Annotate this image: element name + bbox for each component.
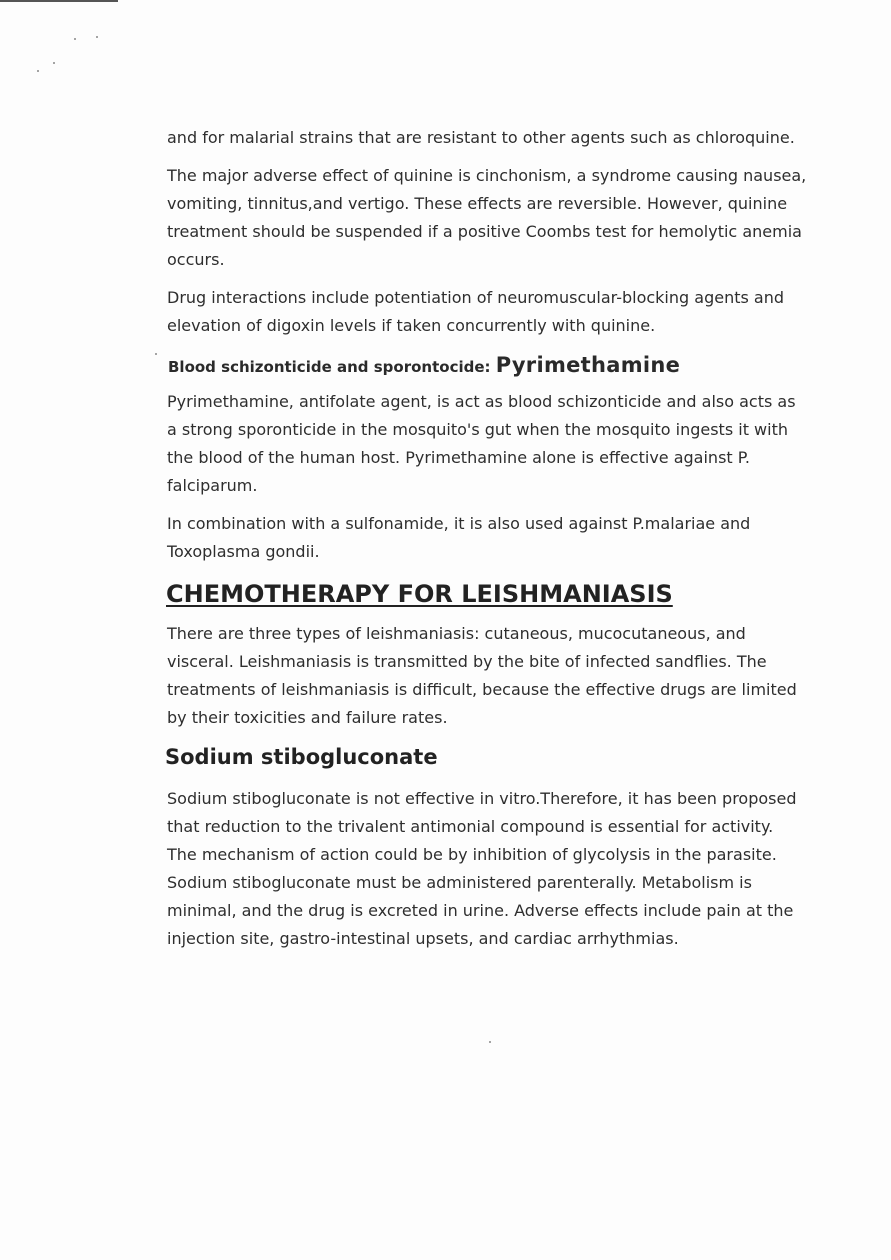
scan-speck xyxy=(37,70,39,72)
scan-speck xyxy=(74,38,76,40)
paragraph-quinine-adverse: The major adverse effect of quinine is cinchonism, a syndrome causing nausea, vomiting, tinnitus,and vertigo. These effects are reversible. However, quinine treatment should be suspended if a positive Coombs test for hemolytic anemia occurs. xyxy=(167,166,807,269)
paragraph-drug-interactions: Drug interactions include potentiation of neuromuscular-blocking agents and elevation of digoxin levels if taken concurrently with quinine. xyxy=(167,288,784,335)
paragraph-pyrimethamine: Pyrimethamine, antifolate agent, is act as blood schizonticide and also acts as a strong sporonticide in the mosquito's gut when the mosquito ingests it with the blood of the human host. Pyrimethamine alone is effective against P. falciparum. xyxy=(167,392,796,495)
paragraph-sulfonamide: In combination with a sulfonamide, it is also used against P.malariae and Toxoplasma gondii. xyxy=(167,514,751,561)
paragraph-quinine-resistance: and for malarial strains that are resistant to other agents such as chloroquine. xyxy=(167,128,795,147)
scan-speck xyxy=(155,353,157,355)
section-title-leishmaniasis: CHEMOTHERAPY FOR LEISHMANIASIS xyxy=(166,580,673,608)
sodium-stibogluconate-heading: Sodium stibogluconate xyxy=(165,745,438,769)
scan-speck xyxy=(96,36,98,38)
paragraph-leishmaniasis-types: There are three types of leishmaniasis: cutaneous, mucocutaneous, and visceral. Leishmaniasis is transmitted by the bite of infected sandflies. The treatments of leishmaniasis is difficult, because the effective drugs are limited by their toxicities and failure rates. xyxy=(167,624,797,727)
document-body xyxy=(167,124,807,953)
scan-speck xyxy=(53,62,55,64)
scan-edge-line xyxy=(0,0,118,2)
paragraph-sodium-stibogluconate: Sodium stibogluconate is not effective in vitro.Therefore, it has been proposed that reduction to the trivalent antimonial compound is essential for activity. The mechanism of action could be by inhibition of glycolysis in the parasite. Sodium stibogluconate must be administered parenterally. Metabolism is minimal, and the drug is excreted in urine. Adverse effects include pain at the injection site, gastro-intestinal upsets, and cardiac arrhythmias. xyxy=(167,789,797,948)
pyrimethamine-heading xyxy=(168,350,807,382)
scan-speck xyxy=(489,1041,491,1043)
pyrimethamine-heading-name: Pyrimethamine xyxy=(495,353,681,377)
pyrimethamine-heading-prefix: Blood schizonticide and sporontocide: xyxy=(168,358,496,376)
